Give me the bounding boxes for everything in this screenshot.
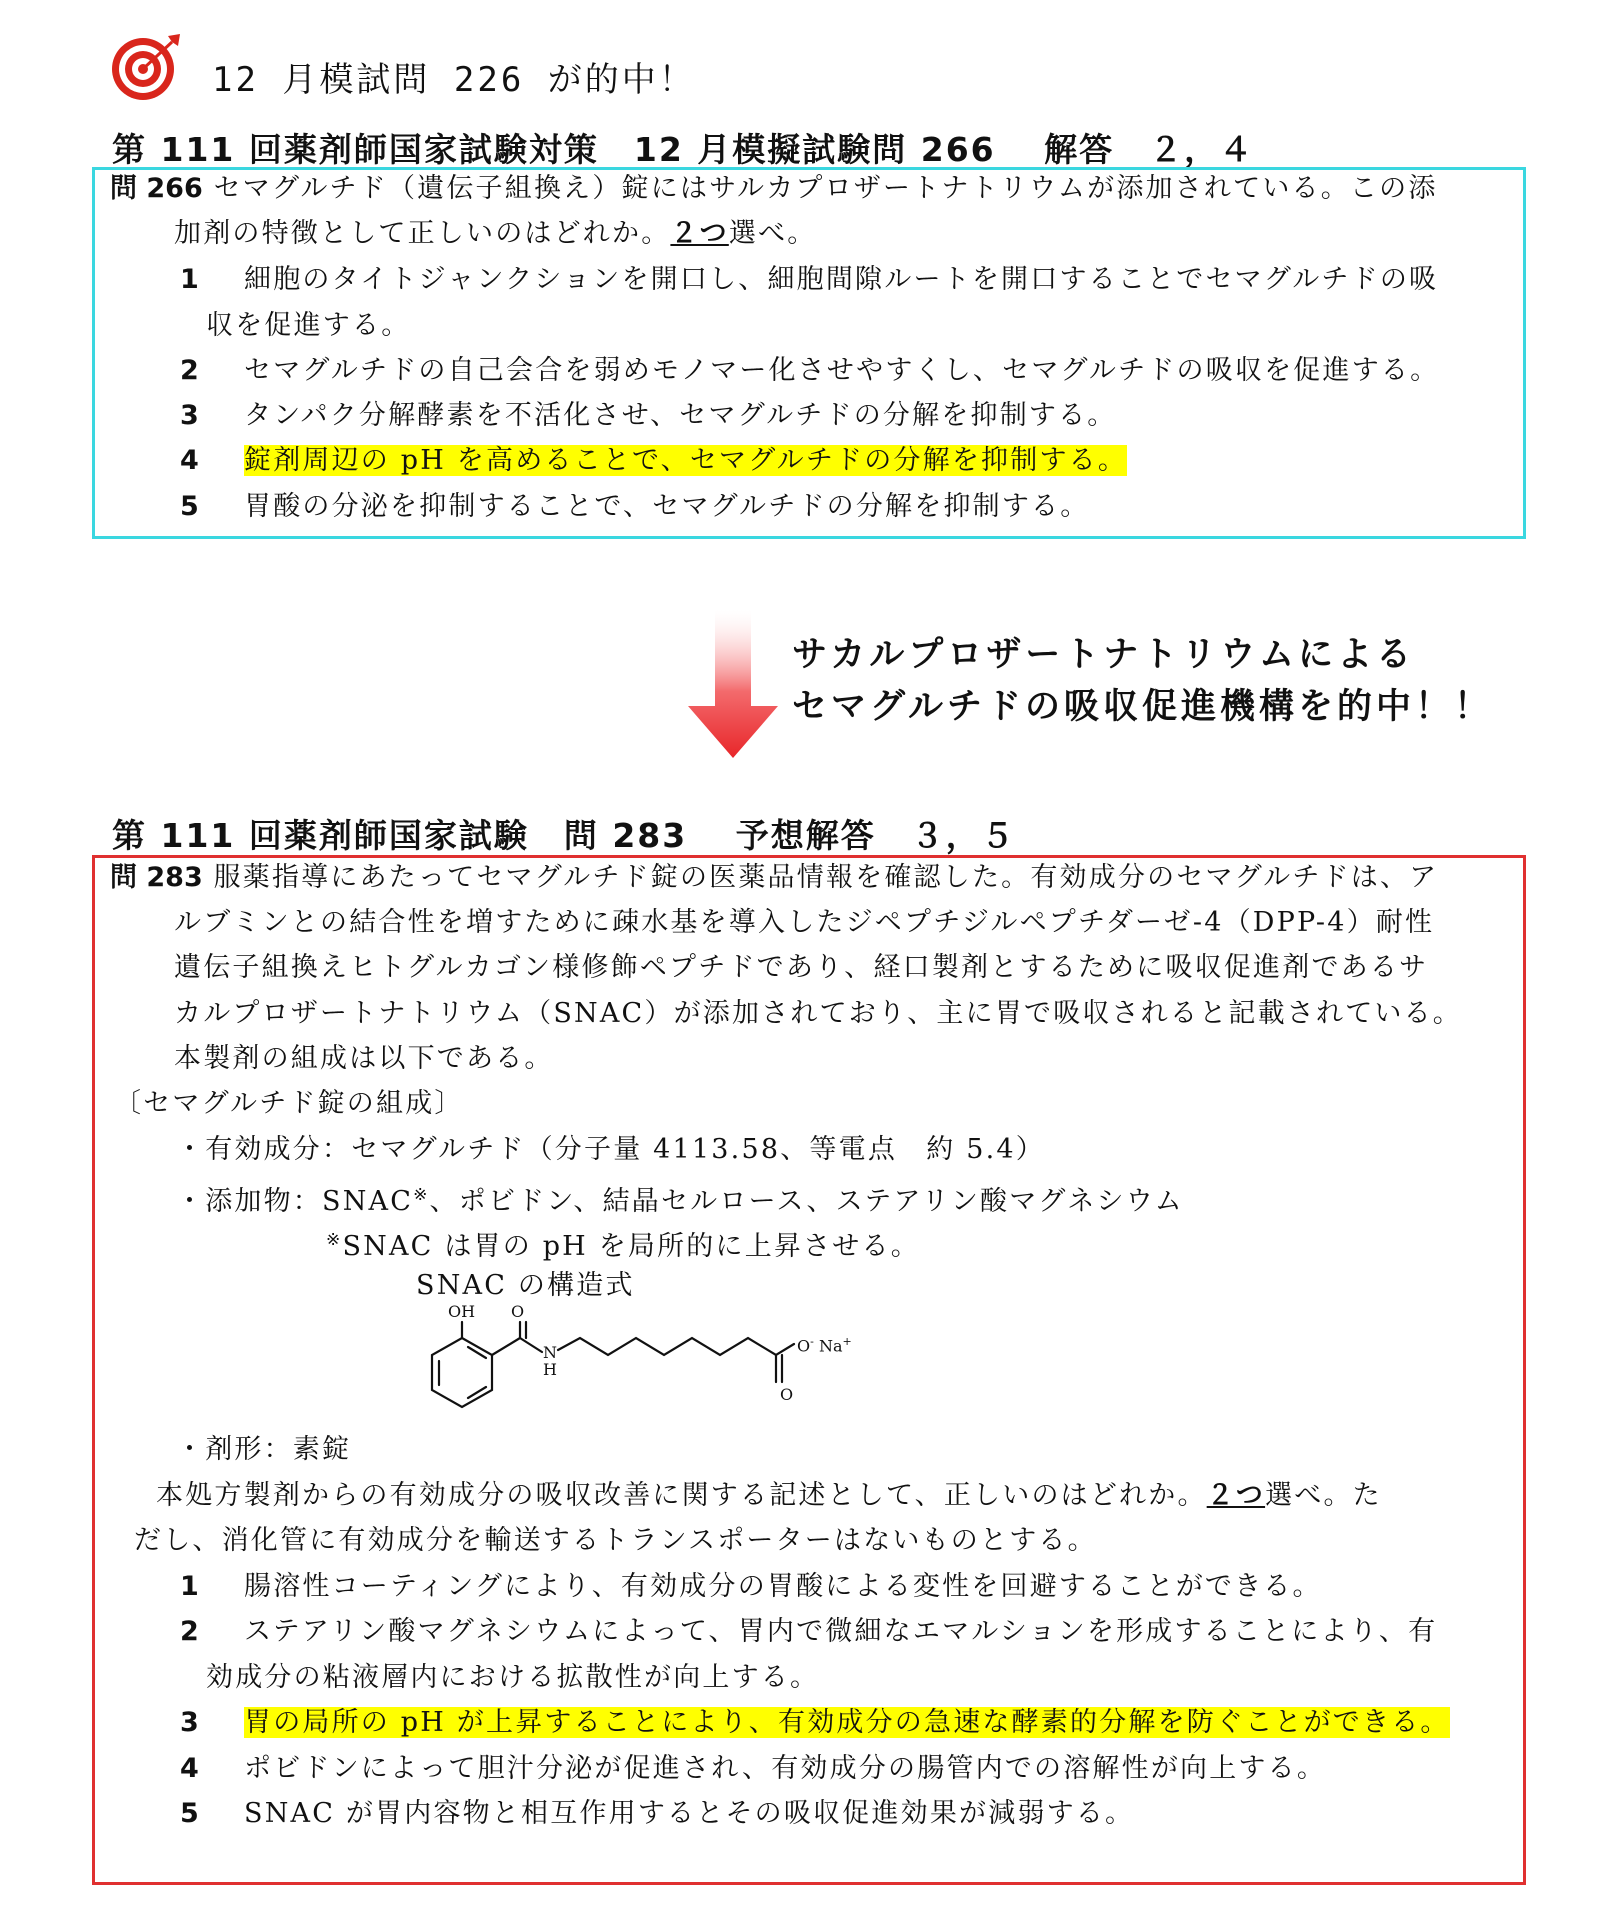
mock-option-2 (180, 353, 1439, 389)
target-icon (108, 30, 182, 104)
option-number: 4 (180, 1753, 201, 1784)
exam-question-number: 問 283 (110, 862, 203, 893)
exam-query-line-2: だし、消化管に有効成分を輸送するトランスポーターはないものとする。 (134, 1525, 1097, 1556)
option-number: 2 (180, 355, 201, 386)
mock-select-count: ２つ (670, 218, 729, 249)
snac-structure-diagram (410, 1300, 870, 1430)
exam-stem-line-3: 遺伝子組換えヒトグルカゴン様修飾ペプチドであり、経口製剤とするために吸収促進剤であるサ (174, 952, 1429, 983)
mock-option-1 (180, 262, 1438, 298)
option-number: 1 (180, 264, 201, 295)
struct-label-o-bottom: O (780, 1385, 794, 1404)
struct-minus: - (810, 1335, 814, 1348)
struct-label-h: H (543, 1360, 557, 1379)
option-text: セマグルチドの自己会合を弱めモノマー化させやすくし、セマグルチドの吸収を促進する。 (244, 355, 1440, 386)
query-text-1: 本処方製剤からの有効成分の吸収改善に関する記述として、正しいのはどれか。 (156, 1480, 1207, 1511)
mock-option-1-cont: 収を促進する。 (206, 310, 411, 341)
mock-stem-text-1: セマグルチド（遺伝子組換え）錠にはサルカプロザートナトリウムが添加されている。この添 (213, 173, 1438, 204)
note-text: SNAC は胃の pH を局所的に上昇させる。 (342, 1231, 920, 1262)
exam-stem-line-4: カルプロザートナトリウム（SNAC）が添加されており、主に胃で吸収されると記載されている。 (174, 998, 1463, 1029)
exam-select-count: ２つ (1206, 1480, 1266, 1511)
additive-label: ・添加物：SNAC (176, 1186, 414, 1217)
exam-option-1 (180, 1569, 1322, 1605)
mock-option-5 (180, 489, 1089, 525)
struct-label-o-minus (797, 1335, 852, 1355)
mock-option-4 (180, 443, 1127, 479)
additive-list: 、ポビドン、結晶セルロース、ステアリン酸マグネシウム (429, 1186, 1184, 1217)
additive-footnote-mark: ※ (413, 1185, 430, 1205)
option-number: 3 (180, 1707, 201, 1738)
option-text: 胃酸の分泌を抑制することで、セマグルチドの分解を抑制する。 (244, 491, 1090, 522)
exam-heading: 第 111 回薬剤師国家試験 問 283 予想解答 ３，５ (112, 816, 1016, 855)
exam-option-2 (180, 1614, 1437, 1650)
option-text: ステアリン酸マグネシウムによって、胃内で微細なエマルションを形成することにより、有 (244, 1616, 1438, 1647)
exam-stem-line-5: 本製剤の組成は以下である。 (174, 1043, 554, 1074)
exam-stem-line-1 (110, 860, 1438, 896)
option-text-highlighted: 錠剤周辺の pH を高めることで、セマグルチドの分解を抑制する。 (244, 445, 1128, 476)
option-number: 3 (180, 400, 201, 431)
option-text: 細胞のタイトジャンクションを開口し、細胞間隙ルートを開口することでセマグルチドの吸 (244, 264, 1439, 295)
callout-line-2: セマグルチドの吸収促進機構を的中！！ (792, 687, 1493, 727)
exam-option-4 (180, 1751, 1326, 1787)
composition-note (326, 1222, 920, 1265)
struct-label-n: N (543, 1343, 557, 1362)
exam-option-5 (180, 1796, 1134, 1832)
composition-title: 〔セマグルチド錠の組成〕 (114, 1088, 464, 1119)
dosage-form: ・剤形：素錠 (176, 1434, 352, 1465)
exam-stem-line-2: ルブミンとの結合性を増すために疎水基を導入したジペプチジルペプチダーゼ-4（DPP-4）耐性 (174, 907, 1435, 938)
exam-stem-text: 服薬指導にあたってセマグルチド錠の医薬品情報を確認した。有効成分のセマグルチドは、ア (213, 862, 1439, 893)
mock-stem-line-2 (174, 216, 816, 252)
query-text-2: 選べ。た (1265, 1480, 1382, 1511)
struct-na: Na (818, 1336, 843, 1356)
exam-option-3 (180, 1705, 1450, 1741)
down-arrow-icon (686, 610, 780, 760)
mock-question-number: 問 266 (110, 173, 203, 204)
structure-title: SNAC の構造式 (416, 1270, 635, 1301)
option-text: 腸溶性コーティングにより、有効成分の胃酸による変性を回避することができる。 (244, 1571, 1322, 1602)
option-number: 4 (180, 445, 201, 476)
mock-stem-text-2: 加剤の特徴として正しいのはどれか。 (174, 218, 671, 249)
option-number: 5 (180, 1798, 201, 1829)
option-text: タンパク分解酵素を不活化させ、セマグルチドの分解を抑制する。 (244, 400, 1117, 431)
struct-label-o-top: O (511, 1302, 525, 1321)
callout-line-1: サカルプロザートナトリウムによる (792, 635, 1415, 675)
mock-heading: 第 111 回薬剤師国家試験対策 12 月模擬試験問 266 解答 ２，４ (112, 130, 1255, 169)
option-text: SNAC が胃内容物と相互作用するとその吸収促進効果が減弱する。 (244, 1798, 1135, 1829)
mock-stem-line-1 (110, 171, 1438, 207)
composition-additives (176, 1177, 1184, 1220)
struct-plus: + (842, 1335, 852, 1348)
mock-stem-text-3: 選べ。 (728, 218, 817, 249)
struct-label-oh: OH (448, 1302, 476, 1321)
option-number: 1 (180, 1571, 201, 1602)
option-text-highlighted: 胃の局所の pH が上昇することにより、有効成分の急速な酵素的分解を防ぐことができる。 (244, 1707, 1450, 1738)
composition-active: ・有効成分：セマグルチド（分子量 4113.58、等電点 約 5.4） (176, 1134, 1045, 1165)
option-number: 5 (180, 491, 201, 522)
option-number: 2 (180, 1616, 201, 1647)
note-footnote-mark: ※ (326, 1230, 343, 1250)
hit-banner-text: 12 月模試問 226 が的中！ (212, 60, 696, 100)
mock-option-3 (180, 398, 1117, 434)
option-text: ポビドンによって胆汁分泌が促進され、有効成分の腸管内での溶解性が向上する。 (244, 1753, 1327, 1784)
exam-option-2-cont: 効成分の粘液層内における拡散性が向上する。 (206, 1662, 820, 1693)
exam-query-line-1 (156, 1478, 1382, 1514)
struct-o: O (797, 1336, 811, 1356)
